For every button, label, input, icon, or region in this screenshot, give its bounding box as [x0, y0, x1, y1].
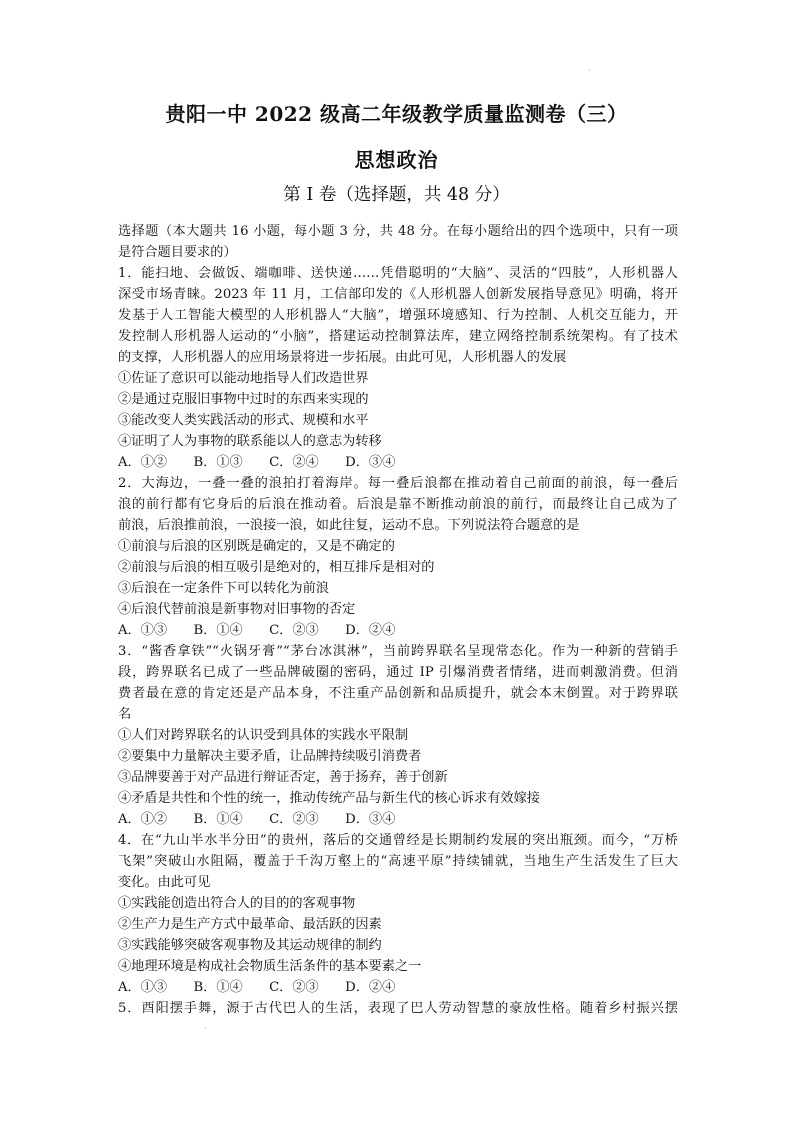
- text-line: 1．能扫地、会做饭、端咖啡、送快递……凭借聪明的“大脑”、灵活的“四肢”，人形机器人: [118, 266, 678, 281]
- text-line: ②是通过克服旧事物中过时的东西来实现的: [118, 392, 369, 407]
- text-line: ②要集中力量解决主要矛盾，让品牌持续吸引消费者: [118, 749, 422, 764]
- text-line: ①佐证了意识可以能动地指导人们改造世界: [118, 371, 369, 386]
- text-line: ③实践能够突破客观事物及其运动规律的制约: [118, 938, 382, 953]
- part-heading: 第 I 卷（选择题，共 48 分）: [283, 185, 510, 205]
- text-line: ④地理环境是构成社会物质生活条件的基本要素之一: [118, 959, 422, 974]
- scan-dot: ·: [204, 1024, 207, 1033]
- text-line: ④证明了人为事物的联系能以人的意志为转移: [118, 434, 382, 449]
- text-line: 深受市场青睐。2023 年 11 月，工信部印发的《人形机器人创新发展指导意见》明确，将开: [118, 287, 678, 302]
- text-line: 浪的前行都有它身后的后浪在推动着。后浪是靠不断推动前浪的前行，而最终让自己成为了: [118, 497, 678, 512]
- text-line: 选择题（本大题共 16 小题，每小题 3 分，共 48 分。在每小题给出的四个选项中，只有一项: [118, 224, 678, 239]
- text-line: A．①② B．①③ C．②④ D．③④: [118, 455, 396, 470]
- text-line: A．①③ B．①④ C．②③ D．②④: [118, 980, 396, 995]
- text-line: 是符合题目要求的）: [118, 245, 237, 260]
- text-line: 飞架”突破山水阻隔，覆盖于千沟万壑上的“高速平原”持续铺就，当地生产生活发生了巨大: [118, 854, 678, 869]
- text-line: ①前浪与后浪的区别既是确定的，又是不确定的: [118, 539, 395, 554]
- text-line: ③后浪在一定条件下可以转化为前浪: [118, 581, 329, 596]
- text-line: ②生产力是生产方式中最革命、最活跃的因素: [118, 917, 382, 932]
- scan-dot: ·: [588, 66, 591, 75]
- text-line: 4．在“九山半水半分田”的贵州，落后的交通曾经是长期制约发展的突出瓶颈。而今，“万桥: [118, 833, 678, 848]
- text-line: ③品牌要善于对产品进行辩证否定，善于扬弃，善于创新: [118, 770, 448, 785]
- text-line: 段，跨界联名已成了一些品牌破圈的密码，通过 IP 引爆消费者情绪，进而刺激消费。但消: [118, 665, 678, 680]
- text-line: ①实践能创造出符合人的目的的客观事物: [118, 896, 356, 911]
- text-line: 的支撑，人形机器人的应用场景将进一步拓展。由此可见，人形机器人的发展: [118, 350, 567, 365]
- text-line: A．①③ B．①④ C．②③ D．②④: [118, 623, 396, 638]
- text-line: ④后浪代替前浪是新事物对旧事物的否定: [118, 602, 356, 617]
- text-line: ③能改变人类实践活动的形式、规模和水平: [118, 413, 369, 428]
- text-line: 名: [118, 707, 132, 722]
- text-line: 变化。由此可见: [118, 875, 211, 890]
- question-body: [118, 221, 678, 1019]
- text-line: ②前浪与后浪的相互吸引是绝对的，相互排斥是相对的: [118, 560, 435, 575]
- text-line: A．①② B．①④ C．②③ D．③④: [118, 812, 396, 827]
- subject-title: 思想政治: [354, 148, 439, 172]
- text-line: ①人们对跨界联名的认识受到具体的实践水平限制: [118, 728, 409, 743]
- text-line: 3．“酱香拿铁”“火锅牙膏”“茅台冰淇淋”，当前跨界联名呈现常态化。作为一种新的营销手: [118, 644, 678, 659]
- text-line: 费者最在意的肯定还是产品本身，不注重产品创新和品质提升，就会本末倒置。对于跨界联: [118, 686, 678, 701]
- text-line: 发控制人形机器人运动的“小脑”，搭建运动控制算法库，建立网络控制系统架构。有了技术: [118, 329, 678, 344]
- text-line: 发基于人工智能大模型的人形机器人“大脑”，增强环境感知、行为控制、人机交互能力，开: [118, 308, 678, 323]
- text-line: 2．大海边，一叠一叠的浪拍打着海岸。每一叠后浪都在推动着自己前面的前浪，每一叠后: [118, 476, 678, 491]
- text-line: 5．酉阳摆手舞，源于古代巴人的生活，表现了巴人劳动智慧的豪放性格。随着乡村振兴摆: [118, 1001, 678, 1016]
- text-line: 前浪，后浪推前浪，一浪接一浪，如此往复，运动不息。下列说法符合题意的是: [118, 518, 580, 533]
- text-line: ④矛盾是共性和个性的统一，推动传统产品与新生代的核心诉求有效嫁接: [118, 791, 540, 806]
- exam-title: 贵阳一中 2022 级高二年级教学质量监测卷（三）: [165, 102, 628, 126]
